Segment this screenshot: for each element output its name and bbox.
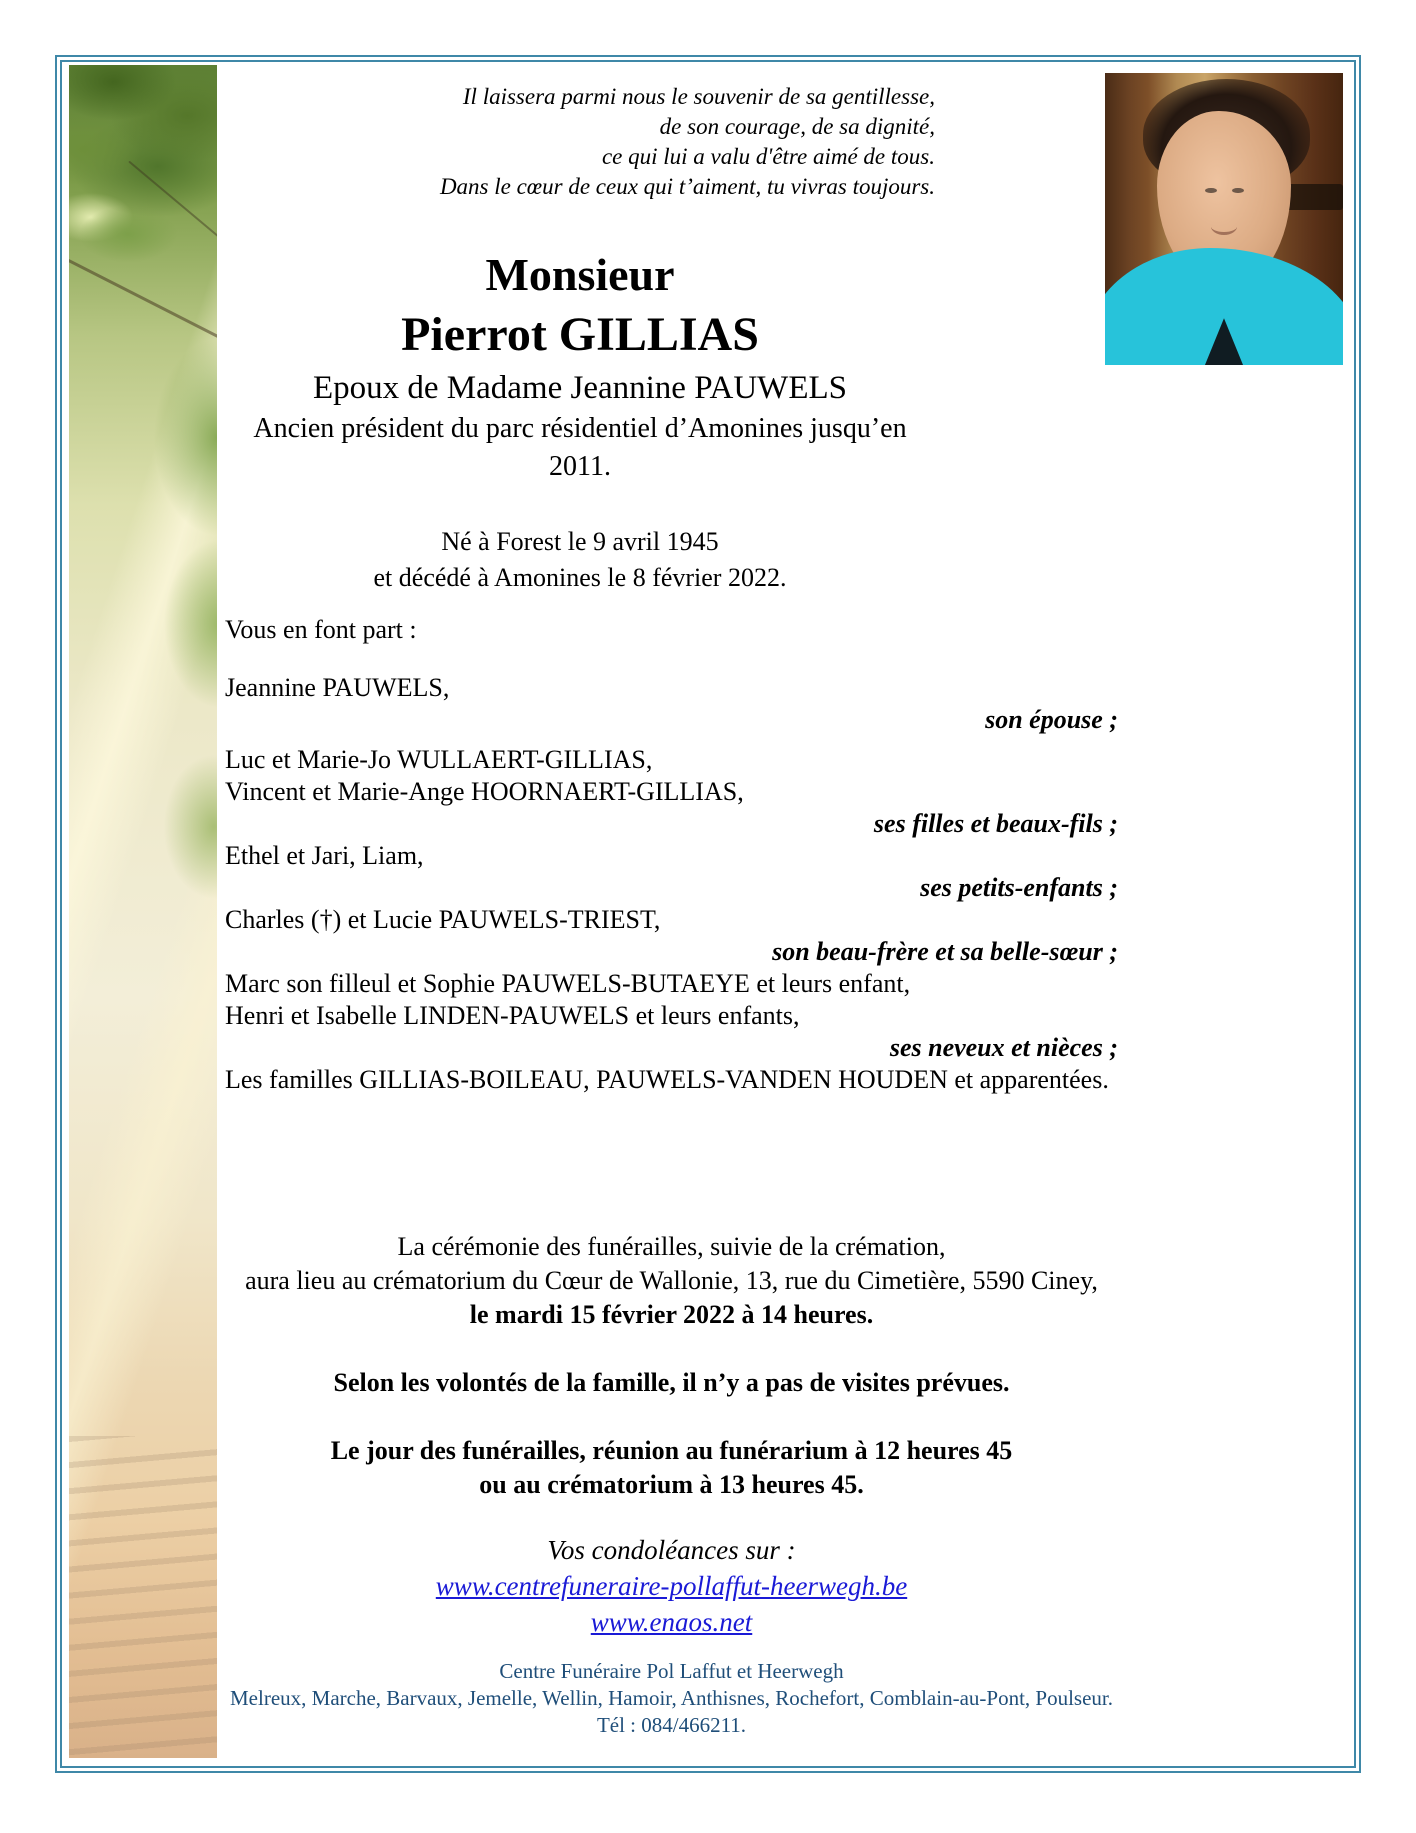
family-name-line: Henri et Isabelle LINDEN-PAUWELS et leurs enfants,	[225, 1001, 800, 1030]
spacer	[225, 1332, 1118, 1366]
family-name-line: Luc et Marie-Jo WULLAERT-GILLIAS,	[225, 745, 653, 774]
condolences-intro: Vos condoléances sur :	[547, 1535, 796, 1565]
relation-label: ses filles et beaux-fils ;	[873, 809, 1118, 838]
funeral-home-footer	[225, 1658, 1118, 1739]
spacer	[225, 1400, 1118, 1434]
deceased-name: Pierrot GILLIAS	[401, 308, 759, 361]
portrait-photo	[1105, 73, 1343, 365]
quote-line: Dans le cœur de ceux qui t’aiment, tu vivras toujours.	[439, 174, 935, 199]
relation-label: son épouse ;	[985, 705, 1118, 734]
funeral-home-locations: Melreux, Marche, Barvaux, Jemelle, Wellin, Hamoir, Anthisnes, Rochefort, Comblain-au-Pont, Poulseur.	[230, 1686, 1113, 1710]
spacer	[225, 736, 1118, 744]
funeral-home-phone: Tél : 084/466211.	[596, 1713, 747, 1737]
forest-path-photo	[69, 65, 217, 1758]
memorial-quote	[225, 82, 935, 202]
quote-line: ce qui lui a valu d'être aimé de tous.	[601, 144, 935, 169]
eye-shape	[1205, 188, 1217, 193]
ceremony-line: La cérémonie des funérailles, suivie de la crémation,	[397, 1232, 946, 1261]
visits-line: Selon les volontés de la famille, il n’y a pas de visites prévues.	[333, 1368, 1010, 1397]
eye-shape	[1232, 188, 1244, 193]
family-name-line: Jeannine PAUWELS,	[225, 673, 450, 702]
family-name-line: Vincent et Marie-Ange HOORNAERT-GILLIAS,	[225, 777, 744, 806]
funeral-home-name: Centre Funéraire Pol Laffut et Heerwegh	[499, 1659, 844, 1683]
birth-death-block	[225, 524, 935, 596]
meeting-line: ou au crématorium à 13 heures 45.	[479, 1470, 864, 1499]
family-announcement	[225, 614, 1118, 1096]
meeting-line: Le jour des funérailles, réunion au funérarium à 12 heures 45	[330, 1436, 1013, 1465]
deceased-header	[225, 246, 935, 486]
relation-label: ses neveux et nièces ;	[889, 1033, 1118, 1062]
smile-shape	[1211, 218, 1238, 235]
condolences-link-funeraire[interactable]: www.centrefuneraire-pollaffut-heerwegh.be	[435, 1571, 908, 1601]
title-monsieur: Monsieur	[485, 249, 675, 300]
family-name-line: Les familles GILLIAS-BOILEAU, PAUWELS-VANDEN HOUDEN et apparentées.	[225, 1065, 1109, 1094]
branch-shape	[128, 161, 217, 272]
family-name-line: Ethel et Jari, Liam,	[225, 841, 424, 870]
relation-label: ses petits-enfants ;	[920, 873, 1118, 902]
ceremony-details	[225, 1230, 1118, 1502]
branch-shape	[69, 255, 217, 358]
family-name-line: Charles (†) et Lucie PAUWELS-TRIEST,	[225, 905, 661, 934]
birth-line: Né à Forest le 9 avril 1945	[441, 527, 719, 556]
role-line: Ancien président du parc résidentiel d’Amonines jusqu’en 2011.	[253, 413, 907, 482]
ceremony-line: aura lieu au crématorium du Cœur de Wallonie, 13, rue du Cimetière, 5590 Ciney,	[245, 1266, 1098, 1295]
spouse-line: Epoux de Madame Jeannine PAUWELS	[312, 370, 847, 406]
death-line: et décédé à Amonines le 8 février 2022.	[373, 563, 787, 592]
condolences-link-enaos[interactable]: www.enaos.net	[590, 1607, 753, 1637]
quote-line: Il laissera parmi nous le souvenir de sa gentillesse,	[462, 84, 935, 109]
ceremony-date-line: le mardi 15 février 2022 à 14 heures.	[469, 1300, 874, 1329]
family-name-line: Marc son filleul et Sophie PAUWELS-BUTAEYE et leurs enfant,	[225, 969, 911, 998]
sandy-path-texture	[69, 1436, 217, 1758]
condolences-block	[225, 1532, 1118, 1640]
quote-line: de son courage, de sa dignité,	[659, 114, 935, 139]
spacer	[225, 646, 1118, 672]
relation-label: son beau-frère et sa belle-sœur ;	[772, 937, 1118, 966]
family-intro: Vous en font part :	[225, 615, 417, 644]
